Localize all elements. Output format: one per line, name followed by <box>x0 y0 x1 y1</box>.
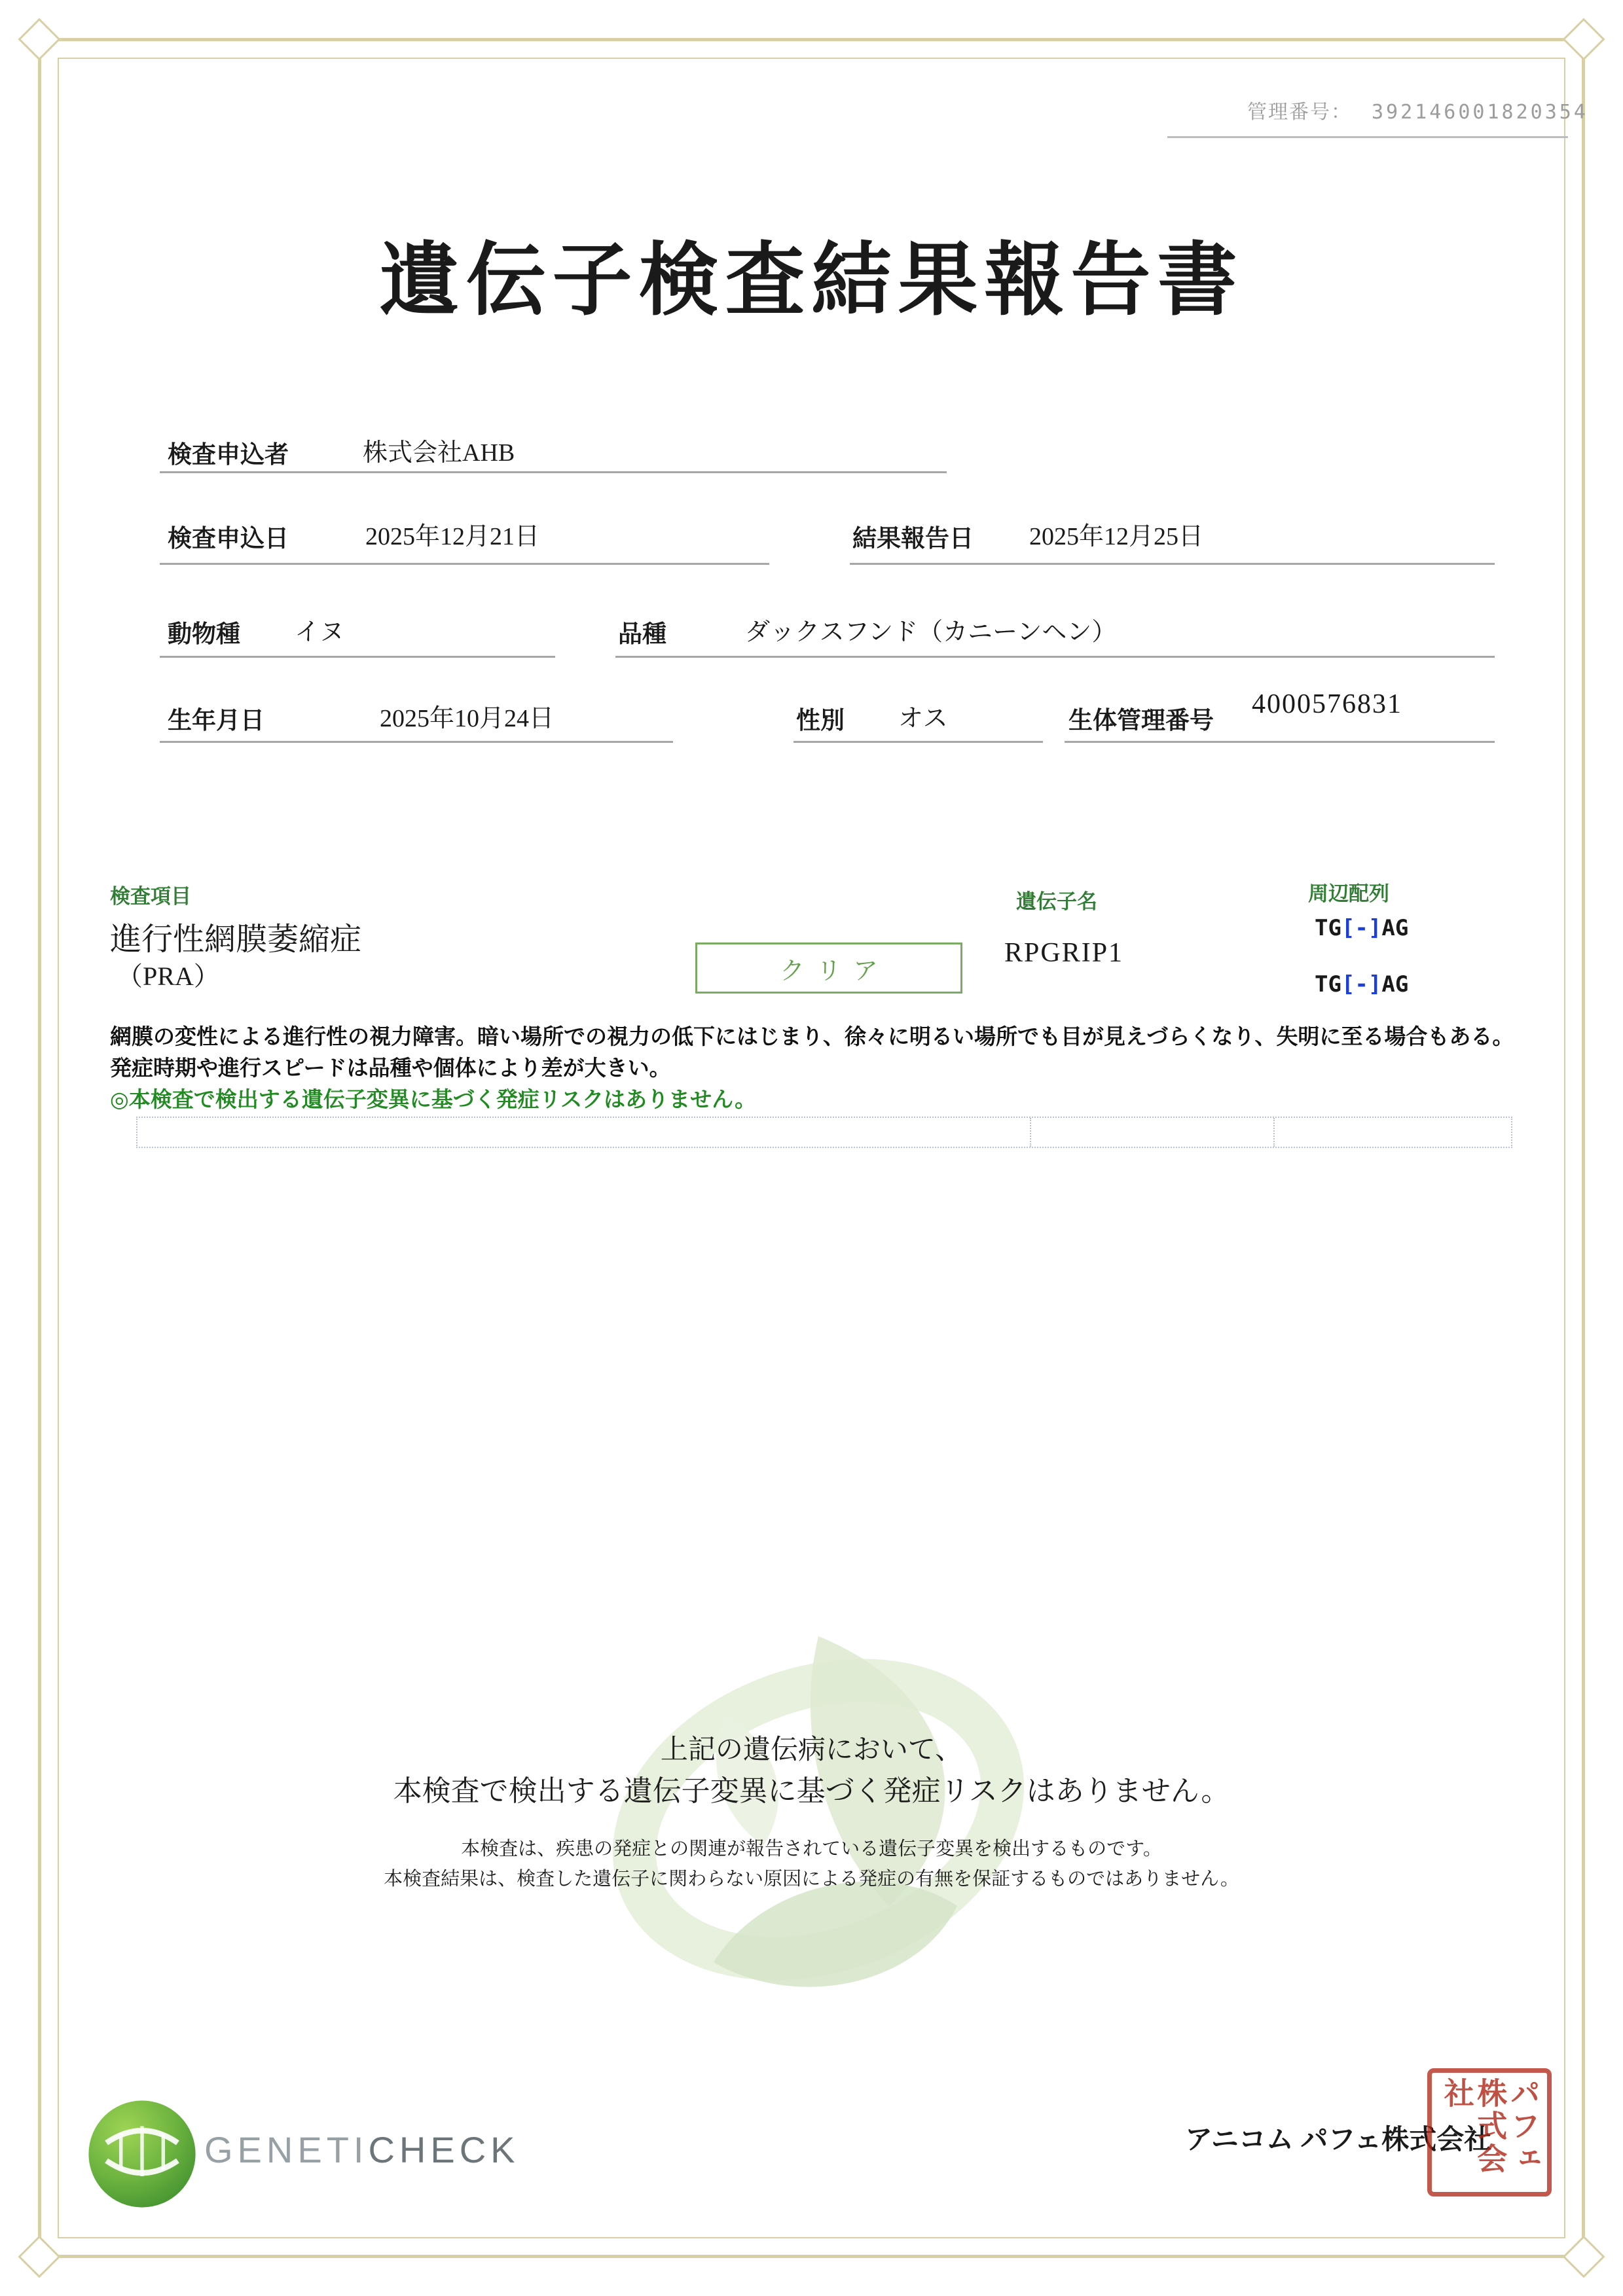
sex-underline <box>793 741 1043 743</box>
disease-abbreviation: （PRA） <box>117 961 220 991</box>
disease-description-line2: 発症時期や進行スピードは品種や個体により差が大きい。 <box>110 1056 671 1080</box>
frame-corner-ornament <box>1562 18 1605 60</box>
frame-corner-ornament <box>18 2235 60 2278</box>
test-item-header: 検査項目 <box>110 885 191 908</box>
summary-line-1: 上記の遺伝病において、 <box>660 1734 963 1765</box>
sequence-1-post: AG <box>1381 915 1409 941</box>
management-number <box>1247 96 1588 124</box>
applicant-underline <box>160 471 947 473</box>
management-number-value: 392146001820354 <box>1372 101 1588 124</box>
species-label: 動物種 <box>168 621 240 648</box>
report-date-label: 結果報告日 <box>852 526 974 552</box>
empty-result-row-divider <box>1273 1118 1275 1147</box>
result-status-label: クリア <box>779 957 890 985</box>
result-status-box <box>695 942 962 994</box>
applicant-label: 検査申込者 <box>168 442 289 469</box>
bio-id-underline <box>1065 741 1495 743</box>
management-number-underline <box>1167 136 1568 138</box>
sequence-1-mutation: [-] <box>1341 915 1382 941</box>
birth-date-value: 2025年10月24日 <box>380 705 555 732</box>
sex-value: オス <box>898 705 948 732</box>
species-value: イヌ <box>295 619 345 646</box>
sequence-line-1 <box>1315 915 1408 941</box>
risk-note: ◎本検査で検出する遺伝子変異に基づく発症リスクはありません。 <box>110 1087 757 1111</box>
report-date-value: 2025年12月25日 <box>1029 523 1204 550</box>
sequence-1-pre: TG <box>1315 915 1341 941</box>
birth-date-label: 生年月日 <box>168 708 264 734</box>
dna-leaf-watermark <box>530 1604 1106 2052</box>
dna-leaf-watermark-graphic <box>530 1604 1106 2049</box>
geneticheck-logo-icon <box>86 2098 198 2213</box>
logo-text-geneti: GENETI <box>204 2129 369 2170</box>
logo-text-check: CHECK <box>368 2129 520 2170</box>
birth-date-underline <box>160 741 673 743</box>
disease-description-line1: 網膜の変性による進行性の視力障害。暗い場所での視力の低下にはじまり、徐々に明るい場所でも目が見えづらくなり、失明に至る場合もある。 <box>110 1024 1514 1049</box>
apply-date-label: 検査申込日 <box>168 526 289 552</box>
company-seal <box>1427 2068 1552 2197</box>
company-name: アニコム パフェ株式会社 <box>1185 2125 1492 2155</box>
management-number-label: 管理番号： <box>1247 101 1352 123</box>
summary-disclaimer-2: 本検査結果は、検査した遺伝子に関わらない原因による発症の有無を保証するものではありません。 <box>384 1869 1239 1890</box>
bio-id-value: 4000576831 <box>1252 689 1402 719</box>
gene-name-header: 遺伝子名 <box>1016 890 1097 913</box>
disease-name: 進行性網膜萎縮症 <box>110 922 362 957</box>
sequence-2-post: AG <box>1381 971 1409 997</box>
disease-description <box>110 1021 1557 1084</box>
dna-circle-icon <box>86 2098 198 2210</box>
gene-name-value: RPGRIP1 <box>1004 938 1124 968</box>
breed-underline <box>615 656 1495 658</box>
summary-line-2: 本検査で検出する遺伝子変異に基づく発症リスクはありません。 <box>393 1775 1230 1807</box>
breed-value: ダックスフンド（カニーンヘン） <box>745 619 1117 646</box>
apply-date-value: 2025年12月21日 <box>365 523 540 550</box>
frame-corner-ornament <box>1562 2235 1605 2278</box>
sequence-header: 周辺配列 <box>1308 882 1389 905</box>
sequence-2-mutation: [-] <box>1341 971 1382 997</box>
geneticheck-logo-text <box>204 2128 520 2171</box>
sex-label: 性別 <box>796 708 845 734</box>
sequence-2-pre: TG <box>1315 971 1341 997</box>
bio-id-label: 生体管理番号 <box>1068 708 1214 734</box>
frame-corner-ornament <box>18 18 60 60</box>
applicant-value: 株式会社AHB <box>363 439 515 467</box>
empty-result-row-divider <box>1030 1118 1031 1147</box>
breed-label: 品種 <box>618 621 666 648</box>
sequence-line-2 <box>1315 971 1408 997</box>
report-date-underline <box>850 563 1495 565</box>
empty-result-row <box>136 1117 1512 1148</box>
apply-date-underline <box>160 563 769 565</box>
page-title: 遺伝子検査結果報告書 <box>379 237 1244 325</box>
summary-disclaimer-1: 本検査は、疾患の発症との関連が報告されている遺伝子変異を検出するものです。 <box>461 1839 1162 1859</box>
species-underline <box>160 656 555 658</box>
company-seal-text: パフェ株式会社 <box>1440 2077 1540 2176</box>
